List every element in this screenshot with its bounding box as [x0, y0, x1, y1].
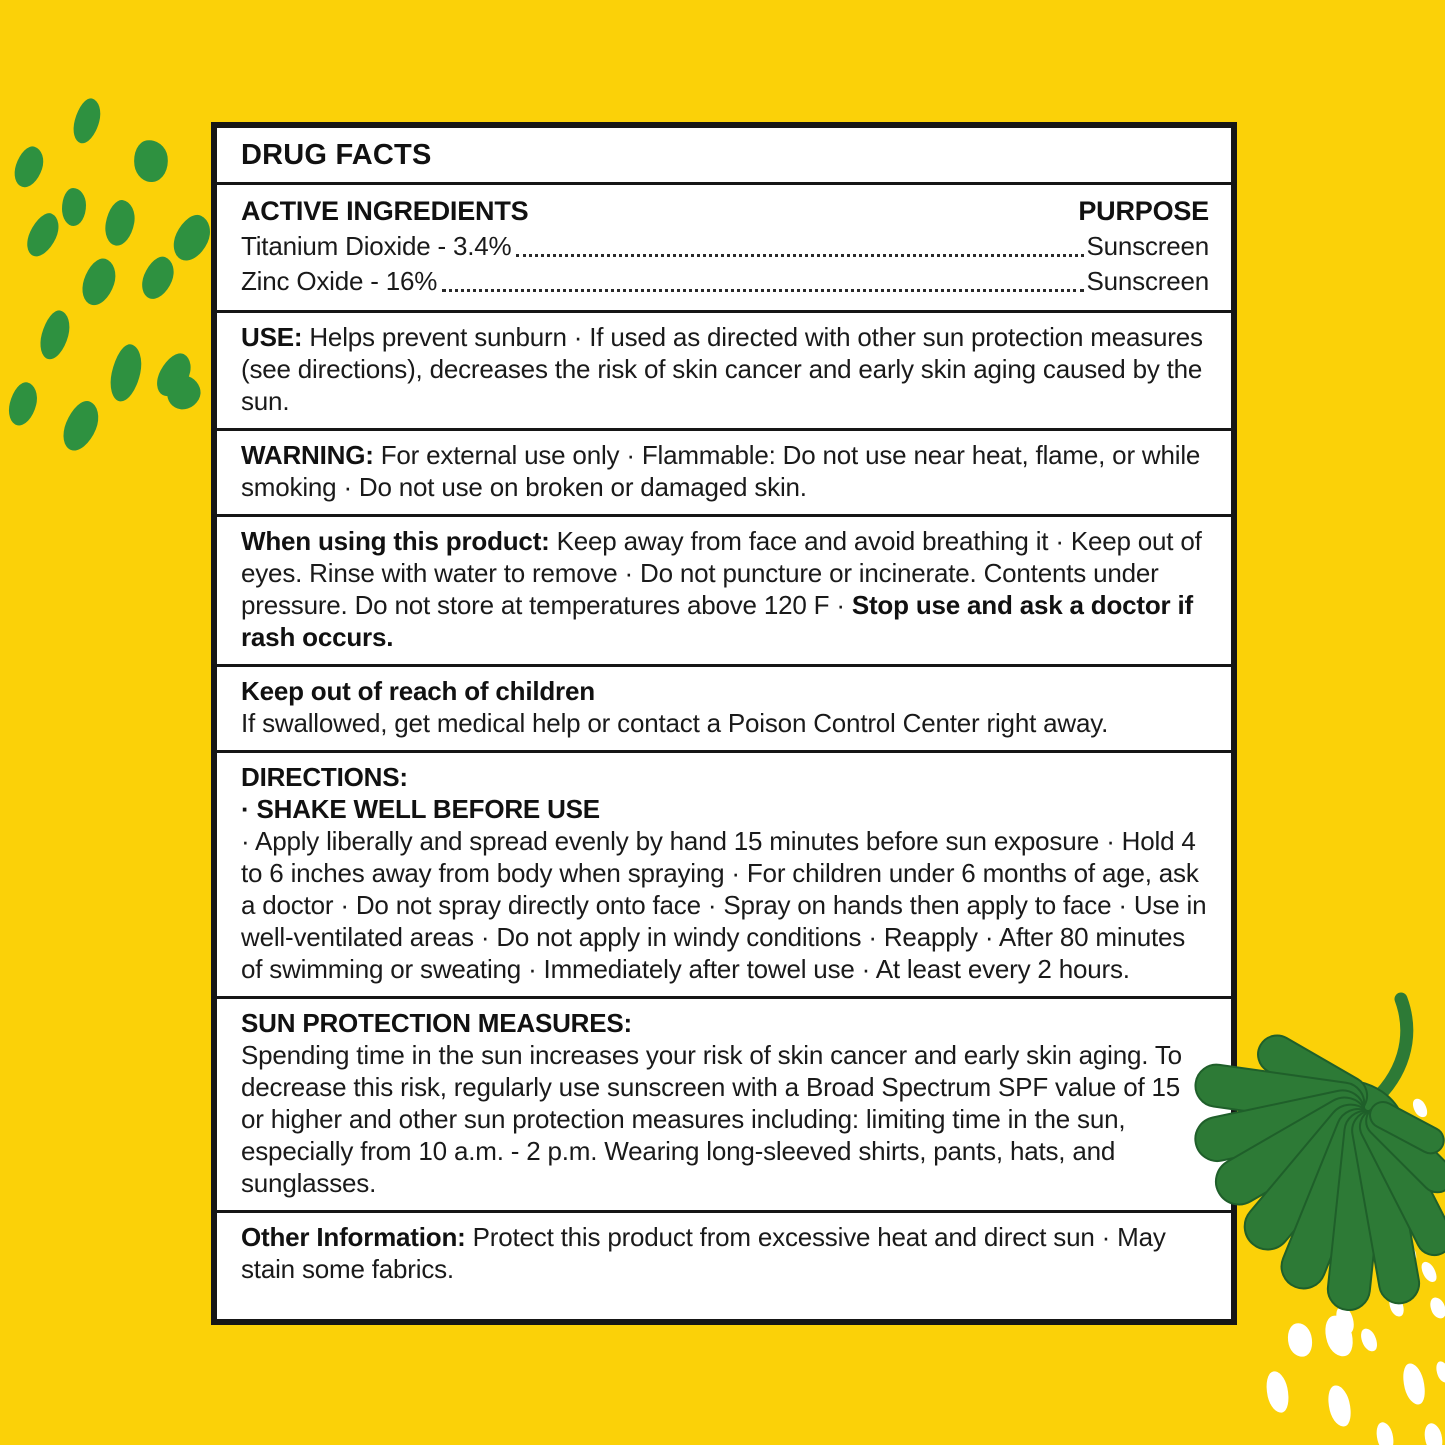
- green-dot-icon: [36, 307, 74, 362]
- ingredient-purpose: Sunscreen: [1086, 266, 1209, 296]
- sun-protection-text: Spending time in the sun increases your risk of skin cancer and early skin aging. To decrease this risk, regularly use sunscreen with a Broad Spectrum SPF value of 15 or higher and other sun protection measures including: limiting time in the sun, especially from 10 a.m. - 2 p.m. Wearing long-sleeved shirts, pants, hats, and sunglasses.: [241, 1040, 1182, 1198]
- green-dot-icon: [102, 198, 138, 248]
- ingredient-purpose: Sunscreen: [1086, 231, 1209, 261]
- ingredient-name: Titanium Dioxide - 3.4%: [241, 231, 512, 261]
- active-ingredients-heading: ACTIVE INGREDIENTS: [241, 196, 529, 226]
- dotted-leader: [442, 289, 1083, 292]
- use-body: Helps prevent sunburn · If used as directed with other sun protection measures (see directions), decreases the risk of skin cancer and early skin aging caused by the sun.: [241, 322, 1203, 416]
- other-information-label: Other Information:: [241, 1222, 466, 1252]
- white-dot-icon: [1399, 1361, 1429, 1407]
- section-children: [217, 667, 1231, 750]
- section-drug-facts: [217, 128, 1231, 182]
- section-other-information: [217, 1213, 1231, 1319]
- green-dot-icon: [5, 380, 41, 429]
- green-dot-icon: [106, 342, 145, 405]
- directions-text: · Apply liberally and spread evenly by hand 15 minutes before sun exposure · Hold 4 to 6 inches away from body when spraying · For children under 6 months of age, ask a doctor · Do not spray directly onto face · Spray on hands then apply to face · Use in well-ventilated areas · Do not apply in windy conditions · Reapply · After 80 minutes of swimming or sweating · Immediately after towel use · At least every 2 hours.: [241, 826, 1207, 984]
- green-dot-icon: [167, 209, 216, 266]
- white-dot-icon: [1262, 1369, 1291, 1414]
- section-sun-protection: [217, 999, 1231, 1210]
- section-directions: [217, 753, 1231, 996]
- when-using-bold-tail: Stop use and ask a doctor if rash occurs.: [241, 590, 1193, 652]
- section-use: [217, 313, 1231, 428]
- section-when-using: [217, 517, 1231, 664]
- when-using-label: When using this product:: [241, 526, 550, 556]
- drug-facts-label: [211, 122, 1237, 1325]
- ingredient-row: [241, 264, 1209, 299]
- children-heading: Keep out of reach of children: [241, 676, 595, 706]
- when-using-text: [241, 525, 1209, 653]
- white-dot-icon: [1358, 1326, 1381, 1354]
- section-active-ingredients: [217, 185, 1231, 310]
- when-using-body: Keep away from face and avoid breathing it · Keep out of eyes. Rinse with water to remove · Do not puncture or incinerate. Contents under pressure. Do not store at temperatures above 120 F ·: [241, 526, 1202, 620]
- ingredient-name: Zinc Oxide - 16%: [241, 266, 438, 296]
- use-label: USE:: [241, 322, 303, 352]
- white-dot-icon: [1434, 1360, 1445, 1385]
- ingredient-row: [241, 229, 1209, 264]
- green-dot-icon: [69, 96, 104, 147]
- green-dot-icon: [21, 209, 64, 262]
- green-dot-icon: [62, 188, 86, 226]
- directions-heading: DIRECTIONS:: [241, 762, 408, 792]
- section-warning: [217, 431, 1231, 514]
- green-dot-icon: [131, 138, 171, 184]
- white-dot-icon: [1374, 1421, 1397, 1445]
- green-dot-icon: [57, 396, 104, 455]
- directions-shake-well: · SHAKE WELL BEFORE USE: [241, 794, 600, 824]
- purpose-heading: PURPOSE: [1078, 196, 1209, 226]
- use-text: [241, 321, 1209, 417]
- warning-text: [241, 439, 1209, 503]
- green-dot-icon: [77, 255, 120, 310]
- monstera-leaf-icon: [1185, 995, 1445, 1330]
- other-information-body: Protect this product from excessive heat and direct sun · May stain some fabrics.: [241, 1222, 1166, 1284]
- other-information-text: [241, 1221, 1209, 1285]
- dotted-leader: [516, 254, 1083, 257]
- warning-label: WARNING:: [241, 440, 374, 470]
- children-text: If swallowed, get medical help or contact a Poison Control Center right away.: [241, 708, 1109, 738]
- green-dot-icon: [10, 143, 48, 191]
- white-dot-icon: [1421, 1421, 1445, 1445]
- drug-facts-title: DRUG FACTS: [241, 139, 432, 171]
- green-dot-icon: [137, 252, 179, 303]
- warning-body: For external use only · Flammable: Do not use near heat, flame, or while smoking · Do not use on broken or damaged skin.: [241, 440, 1201, 502]
- sun-protection-heading: SUN PROTECTION MEASURES:: [241, 1008, 633, 1038]
- active-ingredients-header-row: [241, 193, 1209, 229]
- white-dot-icon: [1324, 1383, 1355, 1429]
